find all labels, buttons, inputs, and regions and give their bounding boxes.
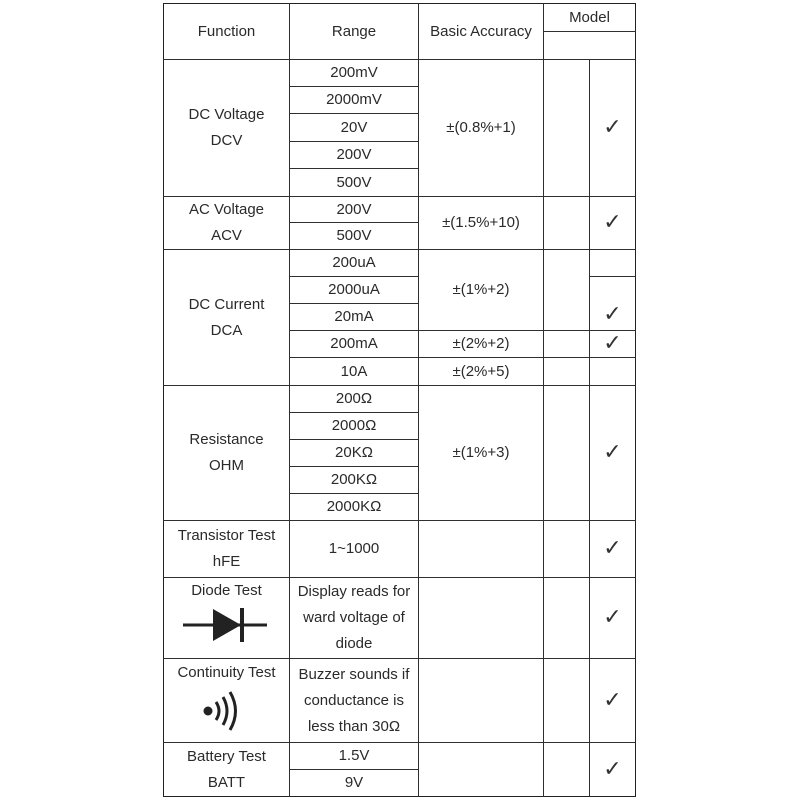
checkmark-icon: ✓ bbox=[603, 331, 622, 356]
description-line: Display reads for bbox=[297, 583, 411, 600]
model-header-divider bbox=[543, 31, 636, 32]
function-diode-test: Diode Test bbox=[191, 582, 262, 599]
function-name: DC Voltage bbox=[188, 106, 265, 123]
function-code: OHM bbox=[209, 457, 244, 474]
range-cell: 200uA bbox=[332, 254, 376, 271]
function-transistor-test bbox=[164, 521, 289, 577]
function-dc-voltage bbox=[164, 60, 289, 196]
accuracy-cell: ±(1%+3) bbox=[452, 444, 510, 461]
buzzer-sound-icon bbox=[200, 690, 244, 732]
function-resistance bbox=[164, 386, 289, 520]
range-cell: 200KΩ bbox=[330, 471, 378, 488]
range-cell: 500V bbox=[336, 227, 372, 244]
diode-symbol-icon bbox=[183, 605, 267, 645]
range-cell: 2000KΩ bbox=[326, 498, 382, 515]
function-name: AC Voltage bbox=[188, 201, 265, 218]
function-name: Resistance bbox=[189, 431, 264, 448]
checkmark-icon: ✓ bbox=[603, 605, 622, 630]
checkmark-icon: ✓ bbox=[603, 115, 622, 140]
range-cell: 20mA bbox=[334, 308, 374, 325]
checkmark-icon: ✓ bbox=[603, 302, 622, 327]
col-divider-accuracy bbox=[543, 3, 544, 797]
checkmark-icon: ✓ bbox=[603, 536, 622, 561]
function-name: Battery Test bbox=[187, 747, 266, 765]
checkmark-icon: ✓ bbox=[603, 210, 622, 235]
checkmark-icon: ✓ bbox=[603, 756, 622, 782]
range-cell: 20V bbox=[340, 118, 368, 136]
range-cell: 200V bbox=[336, 200, 372, 218]
range-cell: 9V bbox=[344, 774, 364, 791]
range-cell bbox=[290, 659, 418, 742]
header-range: Range bbox=[331, 22, 377, 40]
range-cell: 200mA bbox=[330, 335, 378, 352]
accuracy-cell: ±(1%+2) bbox=[452, 281, 510, 298]
range-cell: 1~1000 bbox=[328, 540, 380, 557]
table-border-right bbox=[635, 3, 636, 797]
header-accuracy: Basic Accuracy bbox=[430, 22, 532, 40]
accuracy-cell: ±(2%+5) bbox=[452, 362, 510, 380]
header-model: Model bbox=[569, 8, 610, 26]
range-cell: 500V bbox=[336, 173, 372, 191]
function-battery-test bbox=[164, 743, 289, 796]
range-cell: 20KΩ bbox=[335, 444, 373, 461]
function-code: DCV bbox=[210, 132, 243, 149]
checkmark-icon: ✓ bbox=[603, 440, 622, 465]
function-code: DCA bbox=[210, 321, 243, 339]
function-name: DC Current bbox=[188, 295, 265, 313]
range-cell: 1.5V bbox=[338, 747, 370, 764]
function-ac-voltage bbox=[164, 197, 289, 249]
function-code: hFE bbox=[212, 553, 241, 570]
description-line: ward voltage of bbox=[303, 609, 405, 626]
range-cell: 200V bbox=[336, 146, 372, 163]
checkmark-icon: ✓ bbox=[603, 687, 622, 713]
accuracy-cell: ±(2%+2) bbox=[452, 335, 510, 352]
range-cell: 10A bbox=[340, 362, 368, 380]
function-code: BATT bbox=[207, 773, 246, 791]
accuracy-cell: ±(1.5%+10) bbox=[442, 214, 520, 231]
function-dc-current bbox=[164, 250, 289, 385]
range-cell: 2000Ω bbox=[331, 417, 377, 434]
accuracy-cell: ±(0.8%+1) bbox=[446, 119, 516, 136]
description-line: less than 30Ω bbox=[307, 717, 401, 735]
range-cell: 200Ω bbox=[335, 390, 373, 407]
function-continuity-test: Continuity Test bbox=[177, 664, 276, 681]
function-code: ACV bbox=[211, 227, 242, 244]
description-line: diode bbox=[335, 635, 373, 652]
table-border-bottom bbox=[163, 796, 636, 797]
function-name: Transistor Test bbox=[177, 527, 276, 544]
range-cell: 200mV bbox=[330, 64, 378, 81]
header-function: Function bbox=[197, 22, 256, 40]
range-cell: 2000mV bbox=[326, 91, 382, 108]
description-line: Buzzer sounds if bbox=[298, 665, 410, 683]
model-subrow-divider bbox=[589, 276, 636, 277]
description-line: conductance is bbox=[303, 691, 405, 709]
range-cell: 2000uA bbox=[328, 281, 380, 298]
range-cell bbox=[290, 578, 418, 658]
